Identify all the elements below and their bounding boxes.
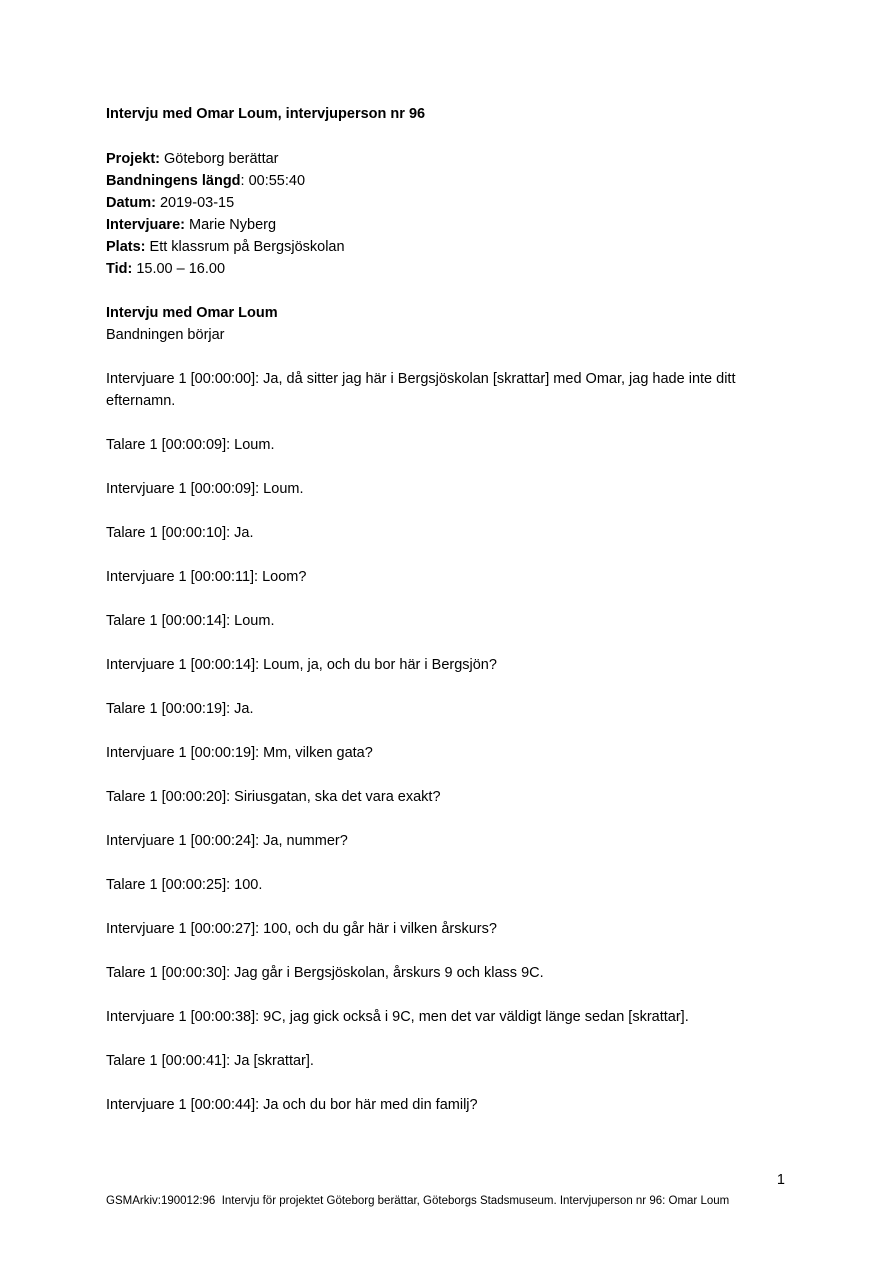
metadata-value: : 00:55:40 [240, 173, 306, 189]
metadata-label: Intervjuare: [106, 217, 185, 233]
metadata-label: Bandningens längd [106, 173, 241, 189]
transcript-utterance: Intervjuare 1 [00:00:38]: 9C, jag gick också i 9C, men det var väldigt länge sedan [skrattar]. [106, 1009, 689, 1025]
metadata-label: Datum: [106, 195, 156, 211]
metadata-label: Plats: [106, 239, 146, 255]
transcript-utterance: Intervjuare 1 [00:00:44]: Ja och du bor här med din familj? [106, 1097, 478, 1113]
metadata-row-projekt [106, 148, 785, 170]
transcript-utterance: Talare 1 [00:00:10]: Ja. [106, 525, 254, 541]
metadata-label: Tid: [106, 261, 133, 277]
metadata-row-plats [106, 236, 785, 258]
metadata-block [106, 148, 785, 280]
archive-footer: GSMArkiv:190012:96 Intervju för projektet Göteborg berättar, Göteborgs Stadsmuseum. Intervjuperson nr 96: Omar Loum [106, 1195, 730, 1207]
transcript-utterance: Talare 1 [00:00:25]: 100. [106, 877, 263, 893]
transcript-utterance: Intervjuare 1 [00:00:00]: Ja, då sitter jag här i Bergsjöskolan [skrattar] med Omar, jag hade inte ditt efternamn. [106, 371, 736, 409]
metadata-value: Marie Nyberg [184, 217, 277, 233]
transcript-block [106, 368, 785, 1116]
section-heading-block [106, 302, 785, 346]
section-subheading: Bandningen börjar [106, 327, 225, 343]
metadata-value: Göteborg berättar [160, 151, 279, 167]
transcript-utterance: Talare 1 [00:00:19]: Ja. [106, 701, 254, 717]
transcript-utterance: Talare 1 [00:00:09]: Loum. [106, 437, 275, 453]
transcript-utterance: Intervjuare 1 [00:00:27]: 100, och du går här i vilken årskurs? [106, 921, 497, 937]
metadata-value: Ett klassrum på Bergsjöskolan [145, 239, 345, 255]
transcript-utterance: Talare 1 [00:00:30]: Jag går i Bergsjöskolan, årskurs 9 och klass 9C. [106, 965, 544, 981]
transcript-utterance: Intervjuare 1 [00:00:11]: Loom? [106, 569, 307, 585]
transcript-utterance: Talare 1 [00:00:20]: Siriusgatan, ska det vara exakt? [106, 789, 441, 805]
metadata-row-intervjuare [106, 214, 785, 236]
metadata-row-tid [106, 258, 785, 280]
transcript-utterance: Intervjuare 1 [00:00:09]: Loum. [106, 481, 304, 497]
transcript-utterance: Talare 1 [00:00:41]: Ja [skrattar]. [106, 1053, 314, 1069]
metadata-row-datum [106, 192, 785, 214]
metadata-row-bandningens-langd [106, 170, 785, 192]
transcript-utterance: Intervjuare 1 [00:00:19]: Mm, vilken gata? [106, 745, 373, 761]
transcript-utterance: Intervjuare 1 [00:00:14]: Loum, ja, och du bor här i Bergsjön? [106, 657, 497, 673]
transcript-utterance: Talare 1 [00:00:14]: Loum. [106, 613, 275, 629]
metadata-label: Projekt: [106, 151, 160, 167]
metadata-value: 15.00 – 16.00 [132, 261, 226, 277]
page-number: 1 [776, 1172, 785, 1188]
metadata-value: 2019-03-15 [155, 195, 235, 211]
transcript-utterance: Intervjuare 1 [00:00:24]: Ja, nummer? [106, 833, 348, 849]
section-heading: Intervju med Omar Loum [106, 305, 278, 321]
document-title: Intervju med Omar Loum, intervjuperson nr 96 [106, 106, 426, 122]
